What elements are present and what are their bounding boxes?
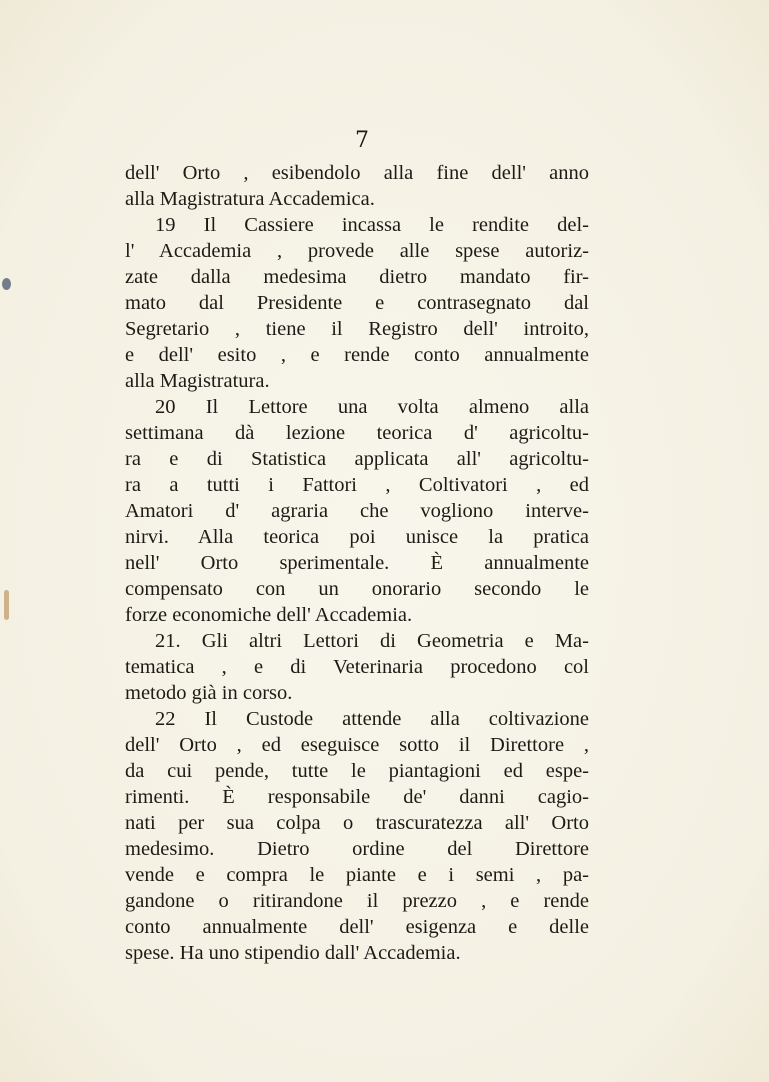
text-line: conto annualmente dell' esigenza e delle — [125, 916, 589, 938]
text-line: forze economiche dell' Accademia. — [125, 604, 413, 626]
text-line: spese. Ha uno stipendio dall' Accademia. — [125, 942, 461, 964]
text-line: dell' Orto , esibendolo alla fine dell' anno — [125, 162, 589, 184]
text-line: ra a tutti i Fattori , Coltivatori , ed — [125, 474, 589, 496]
text-line: Segretario , tiene il Registro dell' introito, — [125, 318, 589, 340]
text-line: nell' Orto sperimentale. È annualmente — [125, 552, 589, 574]
text-line: ra e di Statistica applicata all' agricoltu- — [125, 448, 589, 470]
text-line: settimana dà lezione teorica d' agricoltu- — [125, 422, 589, 444]
text-line: alla Magistratura. — [125, 370, 270, 392]
text-line: zate dalla medesima dietro mandato fir- — [125, 266, 589, 288]
text-line: alla Magistratura Accademica. — [125, 188, 375, 210]
page-number: 7 — [355, 128, 369, 153]
text-line: compensato con un onorario secondo le — [125, 578, 589, 600]
body-text — [125, 160, 589, 966]
text-line: 21. Gli altri Lettori di Geometria e Ma- — [155, 630, 589, 652]
text-line: nirvi. Alla teorica poi unisce la pratica — [125, 526, 589, 548]
text-line: mato dal Presidente e contrasegnato dal — [125, 292, 589, 314]
text-line: medesimo. Dietro ordine del Direttore — [125, 838, 589, 860]
text-line: Amatori d' agraria che vogliono interve- — [125, 500, 589, 522]
text-line: e dell' esito , e rende conto annualmente — [125, 344, 589, 366]
text-line: 22 Il Custode attende alla coltivazione — [155, 708, 589, 730]
text-line: metodo già in corso. — [125, 682, 293, 704]
text-line: nati per sua colpa o trascuratezza all' Orto — [125, 812, 589, 834]
text-line: l' Accademia , provede alle spese autoriz- — [125, 240, 589, 262]
ink-spot — [2, 278, 11, 290]
text-line: dell' Orto , ed eseguisce sotto il Direttore , — [125, 734, 589, 756]
text-line: 19 Il Cassiere incassa le rendite del- — [155, 214, 589, 236]
text-line: 20 Il Lettore una volta almeno alla — [155, 396, 589, 418]
text-line: gandone o ritirandone il prezzo , e rende — [125, 890, 589, 912]
text-line: rimenti. È responsabile de' danni cagio- — [125, 786, 589, 808]
text-line: da cui pende, tutte le piantagioni ed espe- — [125, 760, 589, 782]
text-line: vende e compra le piante e i semi , pa- — [125, 864, 589, 886]
stain-mark — [4, 590, 9, 620]
text-line: tematica , e di Veterinaria procedono col — [125, 656, 589, 678]
